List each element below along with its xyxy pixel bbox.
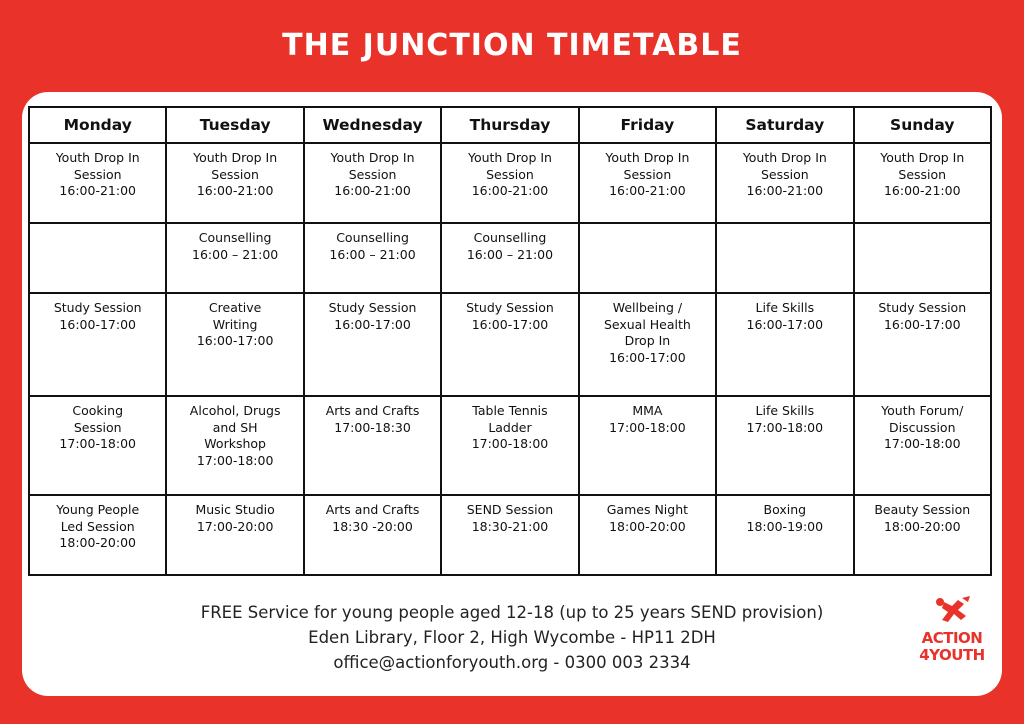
activity-line: Cooking bbox=[72, 403, 123, 418]
activity-line: Life Skills bbox=[755, 300, 815, 315]
activity-cell-sunday bbox=[854, 293, 991, 396]
day-header-monday: Monday bbox=[29, 107, 166, 143]
activity-line: Young People bbox=[56, 502, 140, 517]
activity-line: Games Night bbox=[606, 502, 689, 517]
activity-line: 17:00-18:00 bbox=[196, 452, 274, 468]
activity-line: Ladder bbox=[488, 419, 532, 435]
activity-line: Youth Drop In bbox=[467, 150, 552, 165]
activity-line: Session bbox=[73, 166, 122, 182]
activity-line: Counselling bbox=[336, 230, 409, 245]
activity-cell-monday bbox=[29, 223, 166, 293]
activity-line: Study Session bbox=[53, 300, 142, 315]
activity-line: Session bbox=[73, 419, 122, 435]
activity-line: Workshop bbox=[204, 436, 266, 451]
activity-line: 16:00-17:00 bbox=[471, 316, 549, 332]
activity-line: 18:30 -20:00 bbox=[332, 518, 413, 534]
activity-cell-sunday bbox=[854, 143, 991, 223]
activity-cell-tuesday bbox=[166, 396, 303, 495]
day-header-saturday: Saturday bbox=[716, 107, 853, 143]
activity-cell-thursday bbox=[441, 396, 578, 495]
activity-line: Life Skills bbox=[755, 403, 815, 418]
activity-line: 16:00-21:00 bbox=[471, 183, 549, 198]
timetable-row bbox=[29, 143, 991, 223]
activity-cell-sunday bbox=[854, 396, 991, 495]
activity-cell-sunday bbox=[854, 223, 991, 293]
activity-cell-saturday bbox=[716, 223, 853, 293]
activity-line: Session bbox=[760, 166, 809, 182]
activity-cell-monday bbox=[29, 495, 166, 575]
activity-line: 16:00-17:00 bbox=[196, 333, 274, 348]
activity-cell-thursday bbox=[441, 143, 578, 223]
activity-cell-monday bbox=[29, 396, 166, 495]
activity-cell-monday bbox=[29, 143, 166, 223]
activity-line: 16:00-17:00 bbox=[883, 316, 961, 332]
activity-line: 16:00-21:00 bbox=[883, 183, 961, 198]
activity-line: 17:00-18:00 bbox=[609, 419, 686, 435]
activity-line: Wellbeing / bbox=[612, 300, 683, 315]
activity-line: 16:00-21:00 bbox=[746, 183, 824, 198]
activity-cell-monday bbox=[29, 293, 166, 396]
activity-line: 16:00-17:00 bbox=[746, 316, 824, 332]
activity-line: Boxing bbox=[763, 502, 807, 517]
activity-line: Session bbox=[898, 166, 947, 182]
activity-line: Youth Drop In bbox=[605, 150, 690, 165]
activity-line: 17:00-18:00 bbox=[59, 436, 136, 451]
activity-line: 18:00-19:00 bbox=[746, 518, 824, 534]
activity-line: Arts and Crafts bbox=[325, 502, 420, 517]
activity-line: 17:00-18:00 bbox=[746, 419, 824, 435]
activity-cell-thursday bbox=[441, 223, 578, 293]
activity-cell-saturday bbox=[716, 495, 853, 575]
activity-line: 16:00-21:00 bbox=[59, 183, 136, 198]
day-header-row bbox=[29, 107, 991, 143]
day-header-friday: Friday bbox=[579, 107, 716, 143]
day-header-thursday: Thursday bbox=[441, 107, 578, 143]
activity-line: 16:00-21:00 bbox=[334, 183, 411, 198]
activity-line: 16:00-21:00 bbox=[609, 183, 686, 198]
activity-line: Session bbox=[348, 166, 397, 182]
activity-line: 17:00-18:00 bbox=[471, 436, 549, 451]
activity-line: 16:00-21:00 bbox=[196, 183, 274, 198]
timetable-body bbox=[29, 143, 991, 575]
logo-text-action: ACTION bbox=[921, 629, 983, 647]
activity-line: Counselling bbox=[473, 230, 547, 245]
activity-cell-friday bbox=[579, 396, 716, 495]
activity-cell-thursday bbox=[441, 495, 578, 575]
activity-line: Sexual Health bbox=[603, 316, 691, 332]
activity-line: Youth Drop In bbox=[742, 150, 827, 165]
activity-line: Session bbox=[486, 166, 534, 182]
day-header-sunday: Sunday bbox=[854, 107, 991, 143]
activity-line: MMA bbox=[632, 403, 663, 418]
timetable-row bbox=[29, 396, 991, 495]
activity-line: 16:00-17:00 bbox=[59, 316, 136, 332]
activity-line: Youth Drop In bbox=[880, 150, 965, 165]
activity-line: Alcohol, Drugs bbox=[189, 403, 281, 418]
activity-line: 17:00-18:30 bbox=[334, 419, 411, 435]
activity-cell-wednesday bbox=[304, 495, 441, 575]
activity-line: 16:00 – 21:00 bbox=[329, 246, 416, 262]
activity-line: Session bbox=[623, 166, 672, 182]
logo-text-youth: 4YOUTH bbox=[919, 646, 985, 664]
activity-cell-friday bbox=[579, 293, 716, 396]
activity-cell-tuesday bbox=[166, 223, 303, 293]
activity-line: Music Studio bbox=[195, 502, 275, 517]
activity-cell-friday bbox=[579, 223, 716, 293]
activity-line: 17:00-18:00 bbox=[883, 436, 961, 451]
activity-cell-saturday bbox=[716, 143, 853, 223]
activity-cell-wednesday bbox=[304, 396, 441, 495]
activity-line: Study Session bbox=[466, 300, 554, 315]
activity-line: Youth Drop In bbox=[193, 150, 278, 165]
activity-line: Drop In bbox=[624, 333, 671, 348]
activity-line: Writing bbox=[212, 316, 258, 332]
footer-contact: office@actionforyouth.org - 0300 003 2334 bbox=[333, 653, 691, 672]
activity-line: 17:00-20:00 bbox=[196, 518, 274, 534]
activity-cell-thursday bbox=[441, 293, 578, 396]
activity-cell-tuesday bbox=[166, 293, 303, 396]
footer-eligibility: FREE Service for young people aged 12-18 (up to 25 years SEND provision) bbox=[200, 603, 824, 622]
activity-line: 16:00 – 21:00 bbox=[192, 246, 279, 262]
activity-line: 18:30-21:00 bbox=[471, 518, 549, 534]
timetable-row bbox=[29, 293, 991, 396]
activity-line: Youth Drop In bbox=[55, 150, 140, 165]
activity-line: 18:00-20:00 bbox=[609, 518, 686, 534]
activity-cell-friday bbox=[579, 143, 716, 223]
activity-line: 16:00-17:00 bbox=[334, 316, 411, 332]
activity-line: Youth Forum/ bbox=[881, 403, 964, 418]
day-header-wednesday: Wednesday bbox=[304, 107, 441, 143]
activity-line: 18:00-20:00 bbox=[883, 518, 961, 534]
activity-cell-saturday bbox=[716, 293, 853, 396]
timetable-row bbox=[29, 223, 991, 293]
activity-line: Counselling bbox=[198, 230, 272, 245]
activity-line: Table Tennis bbox=[472, 403, 548, 418]
activity-cell-friday bbox=[579, 495, 716, 575]
activity-line: Creative bbox=[208, 300, 262, 315]
timetable-grid bbox=[28, 106, 992, 576]
activity-line: 16:00 – 21:00 bbox=[466, 246, 554, 262]
activity-line: Youth Drop In bbox=[330, 150, 415, 165]
activity-cell-wednesday bbox=[304, 223, 441, 293]
activity-line: Beauty Session bbox=[874, 502, 971, 517]
running-figure-icon bbox=[906, 592, 998, 632]
timetable-card bbox=[22, 92, 1002, 696]
activity-line: 18:00-20:00 bbox=[59, 535, 136, 550]
activity-line: Study Session bbox=[878, 300, 967, 315]
activity-line: Led Session bbox=[60, 518, 135, 534]
activity-cell-wednesday bbox=[304, 143, 441, 223]
activity-line: 16:00-17:00 bbox=[609, 349, 686, 365]
activity-cell-tuesday bbox=[166, 495, 303, 575]
activity-cell-sunday bbox=[854, 495, 991, 575]
activity-line: and SH bbox=[212, 419, 258, 435]
activity-cell-tuesday bbox=[166, 143, 303, 223]
footer-info bbox=[22, 600, 1002, 675]
activity-line: Study Session bbox=[328, 300, 417, 315]
footer-address: Eden Library, Floor 2, High Wycombe - HP11 2DH bbox=[308, 628, 716, 647]
activity-line: Arts and Crafts bbox=[325, 403, 420, 418]
activity-cell-saturday bbox=[716, 396, 853, 495]
activity-line: Session bbox=[211, 166, 259, 182]
activity-cell-wednesday bbox=[304, 293, 441, 396]
activity-line: Discussion bbox=[889, 419, 956, 435]
action-4-youth-logo bbox=[906, 592, 998, 672]
timetable-row bbox=[29, 495, 991, 575]
page-title: THE JUNCTION TIMETABLE bbox=[282, 28, 742, 63]
day-header-tuesday: Tuesday bbox=[166, 107, 303, 143]
activity-line: SEND Session bbox=[466, 502, 554, 517]
